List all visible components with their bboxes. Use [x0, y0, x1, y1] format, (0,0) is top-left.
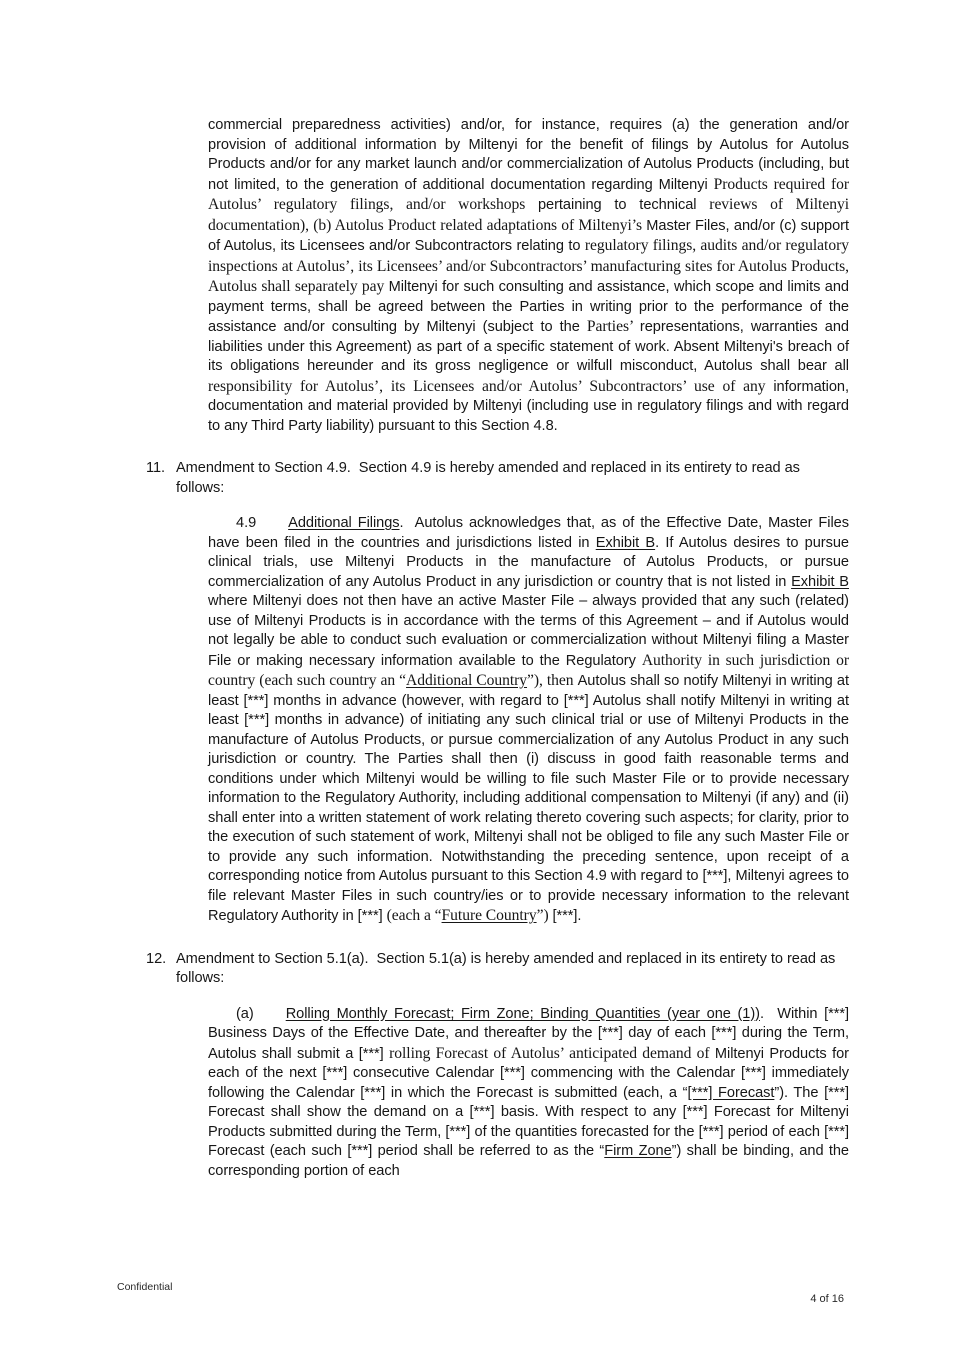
amendment-item-11-text [176, 459, 849, 498]
text-run: rolling Forecast of Autolus’ anticipated demand of [389, 1044, 715, 1062]
text-run: Authority in such jurisdiction or country (each such country an “ [208, 651, 849, 689]
text-run: pertaining to technical [537, 197, 710, 213]
underlined-term: Future Country [441, 907, 537, 924]
text-run: Amendment to Section 5.1(a). Section 5.1(a) is hereby amended and replaced in its entirety to read as follows: [176, 950, 836, 986]
underlined-term: Exhibit B [791, 573, 849, 590]
document-body [146, 116, 849, 1204]
underlined-term: [***] Forecast [687, 1084, 775, 1101]
text-run: (a) [236, 1005, 254, 1022]
text-run: . If Autolus desires to pursue clinical trials, use Miltenyi Products in the manufacture of Autolus Products, or pursue commercialization of any Autolus Product in any jurisdiction or country that is not listed in [208, 534, 849, 590]
underlined-term: Firm Zone [604, 1143, 672, 1159]
text-run: where Miltenyi does not then have an active Master File – always provided that any such (related) use of Miltenyi Products is in accordance with the terms of this Agreement – and if Autolus would not legally be able to conduct such evaluation or commercialization without Miltenyi filing a Master File or making necessary information available to the Regulatory [208, 593, 849, 669]
text-run: information, documentation and material provided by Miltenyi (including use in regulatory filings and with regard to any Third Party liability) pursuant to this Section 4.8. [208, 378, 849, 434]
text-run: Autolus shall so notify Miltenyi in writing at least [***] months in advance (however, with regard to [***] Autolus shall notify Miltenyi in writing at least [***] months in advance) of initiating any such clinical trial or use of Miltenyi Products in the manufacture of Autolus Products, or pursue commercialization of any Autolus Product in any such jurisdiction or country. The Parties shall then (i) discuss in good faith reasonable terms and conditions under which Miltenyi would be willing to file such Master File or to provide necessary information to the Regulatory Authority, including additional compensation to Miltenyi (if any) and (ii) shall enter into a written statement of work relating thereto covering such aspects; for clarity, prior to the execution of such statement of work, Miltenyi shall not be obliged to file any such Master File or to provide any such information. Notwithstanding the preceding sentence, upon receipt of a corresponding notice from Autolus pursuant to this Section 4.9 with regard to [***], Miltenyi agrees to file relevant Master Files in such country/ies or to provide necessary information to the relevant Regulatory Authority in [***] [208, 673, 849, 924]
underlined-term: Exhibit B [595, 534, 656, 551]
underlined-term: Additional Country [406, 672, 528, 689]
amendment-item-12-number: 12. [146, 950, 167, 967]
footer-page-number: 4 of 16 [810, 1293, 844, 1305]
text-run: representations, warranties and liabilities under this Agreement) as part of a specific statement of work. Absent Miltenyi's breach of its obligations hereunder and its gross negligence or wilfull misconduct, Autolus shall bear all [208, 319, 849, 374]
text-run: Miltenyi for such consulting and assistance, which scope and limits and payment terms, shall be agreed between the Parties in writing prior to the performance of the assistance and/or consulting by Miltenyi (subject to the [208, 279, 850, 335]
continuation-paragraph-section-4-8 [208, 116, 849, 436]
footer-confidential-label: Confidential [117, 1281, 173, 1293]
text-run: ”). The [***] Forecast shall show the demand on a [***] basis. With respect to any [***] Forecast for Miltenyi Products submitted during the Term, [***] of the quantities forecasted for the [***] period of each [***] Forecast (each such [***] period shall be referred to as the “ [208, 1084, 849, 1159]
text-run: ”) shall be binding, and the corresponding portion of each [208, 1143, 849, 1179]
text-run: commercial preparedness activities) and/or, for instance, requires (a) the generation and/or provision of additional information by Miltenyi for the benefit of filings by Autolus for Autolus Products and/or for any market launch and/or commercialization of Autolus Products (including, but not limited, to the generation of additional documentation regarding Miltenyi [208, 117, 849, 193]
text-run: Amendment to Section 4.9. Section 4.9 is hereby amended and replaced in its entirety to read as follows: [176, 460, 800, 496]
text-run: . Autolus acknowledges that, as of the Effective Date, Master Files have been filed in the countries and jurisdictions listed in [208, 515, 849, 551]
text-run: (each a “ [386, 907, 442, 924]
text-run: Miltenyi Products for each of the next [***] consecutive Calendar [***] commencing with the Calendar [***] immediately following the Calendar [***] in which the Forecast is submitted (each, a “ [208, 1045, 849, 1101]
text-run: reviews of Miltenyi documentation), (b) Autolus Product related adaptations of Miltenyi’s [208, 196, 849, 234]
text-run: responsibility for Autolus’, its Licensees and/or Autolus’ Subcontractors’ use of any [208, 377, 774, 395]
text-run: ”), then [527, 672, 578, 689]
amendment-item-12-text [176, 950, 849, 989]
amendment-item-11 [146, 459, 849, 498]
section-5-1a-paragraph [208, 1005, 849, 1182]
text-run: [***]. [552, 908, 582, 924]
text-run: Parties’ [586, 318, 640, 335]
text-run: 4.9 [236, 515, 257, 531]
section-4-9-paragraph [208, 514, 849, 927]
amendment-item-12 [146, 950, 849, 989]
text-run: ”) [536, 907, 553, 924]
text-run: regulatory filings, audits and/or regulatory inspections at Autolus’, its Licensees’ and/or Subcontractors’ manufacturing sites for Autolus Products, Autolus shall separately pay [208, 237, 849, 295]
amendment-item-11-number: 11. [146, 460, 166, 476]
text-run: . Within [***] Business Days of the Effective Date, and thereafter by the [***] day of each [***] during the Term, Autolus shall submit a [***] [208, 1005, 849, 1062]
text-run: Products required for Autolus’ regulatory filings, and/or workshops [208, 175, 849, 213]
underlined-term: Additional Filings [288, 515, 400, 531]
text-run: Master Files, and/or (c) support of Autolus, its Licensees and/or Subcontractors relating to [208, 217, 849, 254]
underlined-term: Rolling Monthly Forecast; Firm Zone; Binding Quantities (year one (1)) [285, 1005, 760, 1022]
